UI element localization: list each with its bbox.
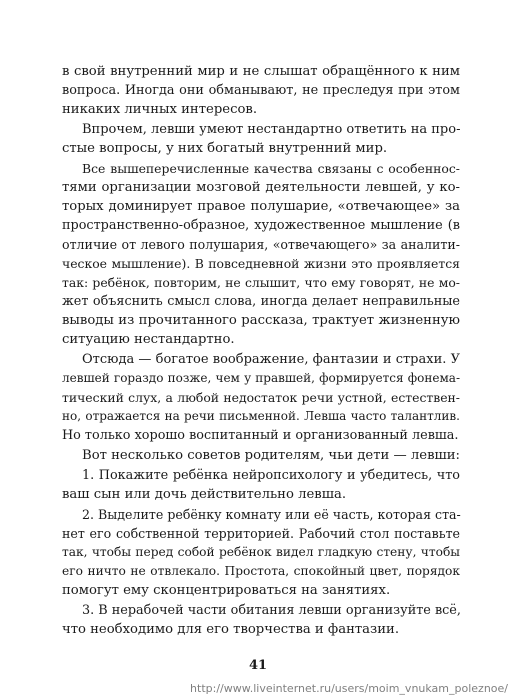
text-line: что необходимо для его творчества и фантазии. [62,622,400,637]
text-line: в свой внутренний мир и не слышат обращённого к ним [62,64,460,79]
text-line: отличие от левого полушария, «отвечающего» за аналити- [62,237,460,252]
text-line: ваш сын или дочь действительно левша. [62,487,347,502]
text-line: жет объяснить смысл слова, иногда делает неправильные [62,294,460,309]
text-line: вопроса. Иногда они обманывают, не преследуя при этом [62,83,460,98]
text-line: торых доминирует правое полушарие, «отвечающее» за [62,199,460,214]
text-line: Все вышеперечисленные качества связаны с особеннос- [82,161,460,176]
text-line: 3. В нерабочей части обитания левши организуйте всё, [82,603,461,618]
page-number: 41 [248,658,268,673]
text-line: тями организации мозговой деятельности левшей, у ко- [62,180,460,195]
text-line: тический слух, а любой недостаток речи устной, естествен- [62,390,460,405]
text-line: левшей гораздо позже, чем у правшей, формируется фонема- [62,371,460,385]
text-line: Вот несколько советов родителям, чьи дети — левши: [82,448,460,463]
watermark-url: http://www.liveinternet.ru/users/moim_vnukam_poleznoe/ [190,682,508,695]
text-line: ситуацию нестандартно. [62,332,235,347]
text-line: никаких личных интересов. [62,102,258,117]
text-line: помогут ему сконцентрироваться на занятиях. [62,583,391,598]
text-line: так, чтобы перед собой ребёнок видел гладкую стену, чтобы [62,545,460,559]
text-line: выводы из прочитанного рассказа, трактует жизненную [62,313,460,328]
text-line: так: ребёнок, повторим, не слышит, что ему говорят, не мо- [62,275,460,290]
text-line: стые вопросы, у них богатый внутренний мир. [62,141,388,156]
text-line: 1. Покажите ребёнка нейропсихологу и убедитесь, что [82,468,460,483]
text-line: Отсюда — богатое воображение, фантазии и страхи. У [82,352,460,367]
text-line: Впрочем, левши умеют нестандартно ответить на про- [82,122,461,137]
text-line: пространственно-образное, художественное мышление (в [62,218,460,233]
text-line: его ничто не отвлекало. Простота, спокойный цвет, порядок [62,564,460,578]
text-line: но, отражается на речи письменной. Левша часто талантлив. [62,409,460,423]
text-line: нет его собственной территорией. Рабочий стол поставьте [62,526,460,541]
text-line: 2. Выделите ребёнку комнату или её часть, которая ста- [82,507,461,522]
text-line: Но только хорошо воспитанный и организованный левша. [62,428,459,443]
text-line: ческое мышление). В повседневной жизни это проявляется [62,256,460,271]
